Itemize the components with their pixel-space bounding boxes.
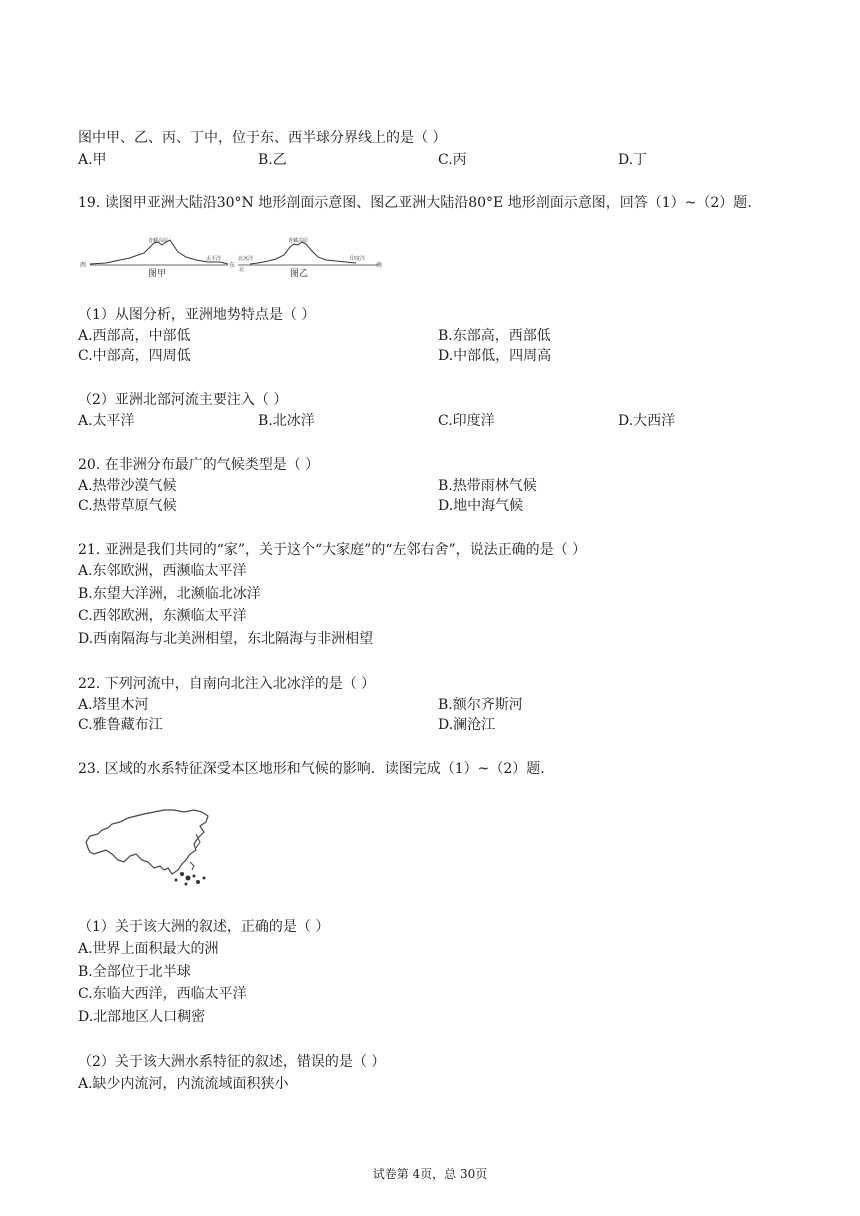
q23-sub1-stem: （1）关于该大洲的叙述，正确的是（ ） — [78, 919, 330, 935]
q18-option-a[interactable]: A.甲 — [78, 152, 107, 168]
q19-stem: 19. 读图甲亚洲大陆沿30°N 地形剖面示意图、图乙亚洲大陆沿80°E 地形剖面示意图，回答（1）~（2）题. — [78, 195, 752, 211]
q22-option-d[interactable]: D.澜沧江 — [438, 717, 496, 733]
q18-option-d[interactable]: D.丁 — [618, 152, 648, 168]
q20-stem: 20. 在非洲分布最广的气候类型是（ ） — [78, 457, 320, 473]
label-north: 北 — [239, 267, 245, 273]
asia-outline-map — [78, 804, 218, 890]
q23-sub1-option-a[interactable]: A.世界上面积最大的洲 — [78, 941, 219, 957]
q18-option-b[interactable]: B.乙 — [258, 152, 287, 168]
q18-option-c[interactable]: C.丙 — [438, 152, 467, 168]
q22-stem: 22. 下列河流中，自南向北注入北冰洋的是（ ） — [78, 676, 376, 692]
q22-option-b[interactable]: B.额尔齐斯河 — [438, 697, 523, 713]
q21-option-a[interactable]: A.东邻欧洲，西濒临太平洋 — [78, 563, 247, 579]
label-indian: 印度洋 — [350, 256, 366, 262]
q19-sub1-stem: （1）从图分析，亚洲地势特点是（ ） — [78, 307, 316, 323]
q19-sub1-option-d[interactable]: D.中部低，四周高 — [438, 348, 552, 364]
q19-sub2-option-c[interactable]: C.印度洋 — [438, 413, 495, 429]
q20-option-a[interactable]: A.热带沙漠气候 — [78, 478, 177, 494]
q20-option-b[interactable]: B.热带雨林气候 — [438, 478, 537, 494]
q22-option-c[interactable]: C.雅鲁藏布江 — [78, 717, 163, 733]
q21-option-d[interactable]: D.西南隔海与北美洲相望，东北隔海与非洲相望 — [78, 631, 374, 647]
label-arctic: 北冰洋 — [238, 256, 254, 262]
q19-sub1-option-c[interactable]: C.中部高，四周低 — [78, 348, 191, 364]
q23-sub1-option-d[interactable]: D.北部地区人口稠密 — [78, 1009, 206, 1025]
q18-stem: 图中甲、乙、丙、丁中，位于东、西半球分界线上的是（ ） — [78, 130, 447, 146]
label-pacific: 太平洋 — [206, 256, 222, 262]
q23-sub2-option-a[interactable]: A.缺少内流河，内流流域面积狭小 — [78, 1076, 289, 1092]
label-fig-b: 图乙 — [290, 269, 309, 279]
q23-sub1-option-c[interactable]: C.东临大西洋，西临太平洋 — [78, 986, 247, 1002]
q20-option-d[interactable]: D.地中海气候 — [438, 498, 524, 514]
q19-sub2-stem: （2）亚洲北部河流主要注入（ ） — [78, 392, 288, 408]
q19-sub2-option-b[interactable]: B.北冰洋 — [258, 413, 315, 429]
q23-stem: 23. 区域的水系特征深受本区地形和气候的影响．读图完成（1）~（2）题. — [78, 761, 545, 777]
label-plateau-a: 青藏高原 — [148, 238, 169, 244]
label-south: 南 — [376, 262, 383, 269]
terrain-profile-figure — [78, 233, 388, 281]
q19-sub2-option-a[interactable]: A.太平洋 — [78, 413, 135, 429]
q22-option-a[interactable]: A.塔里木河 — [78, 697, 149, 713]
q19-sub1-option-a[interactable]: A.西部高，中部低 — [78, 328, 191, 344]
label-west: 西 — [80, 262, 87, 269]
q21-option-b[interactable]: B.东望大洋洲，北濒临北冰洋 — [78, 586, 261, 602]
q21-option-c[interactable]: C.西邻欧洲，东濒临太平洋 — [78, 608, 247, 624]
page-footer: 试卷第 4页，总 30页 — [372, 1167, 488, 1181]
label-east: 东 — [229, 262, 236, 269]
q19-sub2-option-d[interactable]: D.大西洋 — [618, 413, 676, 429]
q21-stem: 21. 亚洲是我们共同的“家”，关于这个“大家庭”的“左邻右舍”，说法正确的是（ ） — [78, 542, 587, 558]
q23-sub2-stem: （2）关于该大洲水系特征的叙述，错误的是（ ） — [78, 1054, 386, 1070]
label-plateau-b: 青藏高原 — [288, 238, 309, 244]
q19-sub1-option-b[interactable]: B.东部高，西部低 — [438, 328, 551, 344]
q23-sub1-option-b[interactable]: B.全部位于北半球 — [78, 964, 191, 980]
q20-option-c[interactable]: C.热带草原气候 — [78, 498, 177, 514]
label-fig-a: 图甲 — [148, 269, 167, 279]
